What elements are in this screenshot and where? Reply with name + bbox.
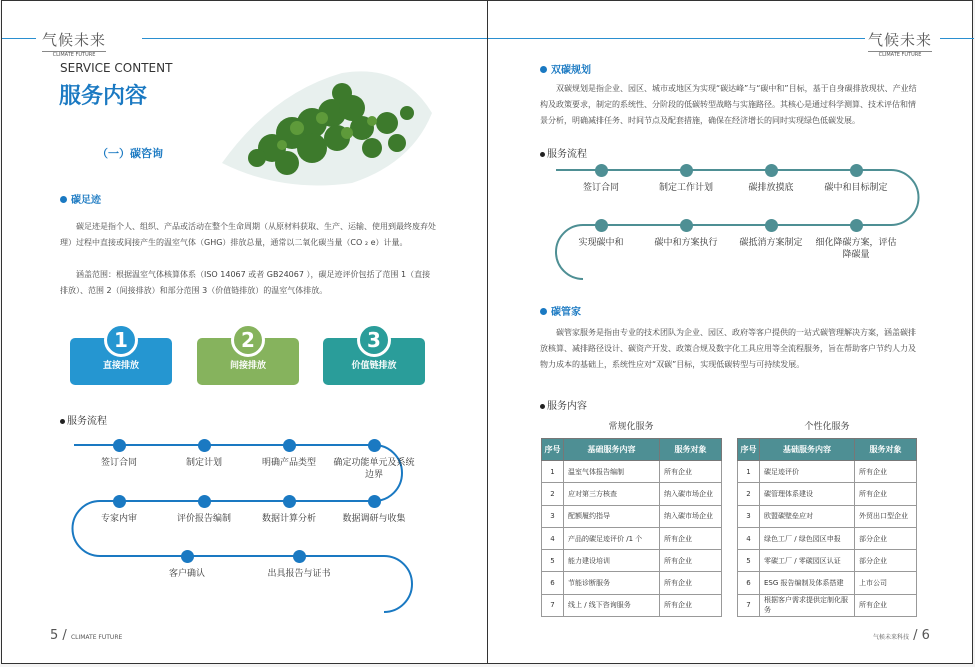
brand-logo: 气候未来 CLIMATE FUTURE [42, 31, 107, 58]
table-row [542, 572, 722, 594]
table-cell: 绿色工厂 / 绿色园区申报 [760, 527, 855, 549]
flow-step-node [198, 495, 211, 508]
footprint-paragraph-1: 碳足迹是指个人、组织、产品或活动在整个生命周期（从原材料获取、生产、运输、使用到最终废弃处理）过程中直接或间接产生的温室气体（GHG）排放总量，通常以二氧化碳当量（CO ₂ e）计量。 [60, 222, 436, 247]
table-cell: 纳入碳市场企业 [660, 505, 722, 527]
column-header: 服务对象 [855, 439, 917, 461]
column-header: 基础服务内容 [760, 439, 855, 461]
flow-step-node [765, 164, 778, 177]
table-row [738, 461, 917, 483]
table-row [542, 527, 722, 549]
header-en: SERVICE CONTENT [60, 61, 173, 75]
flow-step-node [595, 164, 608, 177]
table-cell: 所有企业 [660, 527, 722, 549]
table-cell: 2 [738, 483, 760, 505]
table-cell: 碳管理体系建设 [760, 483, 855, 505]
flow-step-label: 签订合同 [100, 458, 137, 468]
flow-step-label: 碳排放摸底 [748, 183, 794, 193]
flow-step-label: 制定计划 [185, 458, 222, 468]
table-cell: 碳足迹评价 [760, 461, 855, 483]
table-cell: 7 [542, 594, 564, 616]
flow-step-label: 碳抵消方案制定 [739, 238, 803, 248]
scope-card-3: 3 价值链排放 [323, 338, 425, 385]
table-cell: ESG 报告编制及体系搭建 [760, 572, 855, 594]
page-number: 气候未来科技 / 6 [873, 628, 930, 643]
regular-services-title: 常规化服务 [608, 422, 654, 432]
table-cell: 所有企业 [855, 483, 917, 505]
flow-step-node [283, 495, 296, 508]
flow-step-label: 细化降碳方案，评估降碳量 [815, 238, 897, 260]
flow-path [2, 1, 489, 665]
flow-step-label: 确定功能单元及系统边界 [333, 458, 415, 480]
table-row [738, 527, 917, 549]
flow-step-label: 专家内审 [100, 514, 137, 524]
subsection-title: （一）碳咨询 [97, 147, 163, 160]
scope-card-2: 2 间接排放 [197, 338, 299, 385]
table-cell: 所有企业 [855, 461, 917, 483]
custom-services-table [737, 438, 917, 617]
right-page [487, 0, 973, 664]
carbon-manager-paragraph: 碳管家服务是指由专业的技术团队为企业、园区、政府等客户提供的一站式碳管理解决方案，涵盖碳排放核算、减排路径设计、碳资产开发、政策合规及数字化工具应用等全流程服务，旨在帮助客户节约人力及物力成本的基础上，系统性应对“双碳”目标，实现低碳转型与可持续发展。 [540, 328, 916, 369]
flow-step-label: 碳中和方案执行 [654, 238, 718, 248]
footprint-title: 碳足迹 [60, 191, 101, 206]
table-row [542, 594, 722, 616]
flow-step-node [850, 164, 863, 177]
table-cell: 上市公司 [855, 572, 917, 594]
table-cell: 温室气体报告编制 [564, 461, 660, 483]
flow-step-label: 数据调研与收集 [342, 514, 406, 524]
scope-card-1: 1 直接排放 [70, 338, 172, 385]
flow-step-node [680, 219, 693, 232]
table-cell: 3 [542, 505, 564, 527]
flow-step-label: 制定工作计划 [658, 183, 713, 193]
column-header: 服务对象 [660, 439, 722, 461]
table-row [738, 550, 917, 572]
table-cell: 根据客户需求提供定制化服务 [760, 594, 855, 616]
table-cell: 4 [542, 527, 564, 549]
column-header: 序号 [738, 439, 760, 461]
table-row [738, 505, 917, 527]
flow-step-label: 明确产品类型 [261, 458, 316, 468]
table-cell: 5 [738, 550, 760, 572]
flow-title: 服务流程 [540, 145, 587, 160]
left-page [1, 0, 488, 664]
table-header [542, 439, 722, 461]
flow-step-label: 评价报告编制 [176, 514, 231, 524]
table-header [738, 439, 917, 461]
flow-step-label: 出具报告与证书 [267, 569, 331, 579]
table-cell: 节能诊断服务 [564, 572, 660, 594]
table-cell: 2 [542, 483, 564, 505]
brand-logo: 气候未来 CLIMATE FUTURE [868, 31, 933, 58]
table-cell: 线上 / 线下咨询服务 [564, 594, 660, 616]
table-cell: 4 [738, 527, 760, 549]
table-cell: 6 [542, 572, 564, 594]
table-cell: 应对第三方核查 [564, 483, 660, 505]
table-row [542, 550, 722, 572]
table-cell: 所有企业 [660, 594, 722, 616]
flow-step-label: 客户确认 [168, 569, 205, 579]
carbon-manager-title: 碳管家 [540, 303, 581, 318]
flow-step-label: 碳中和目标制定 [824, 183, 888, 193]
table-cell: 零碳工厂 / 零碳园区认证 [760, 550, 855, 572]
table-cell: 部分企业 [855, 550, 917, 572]
flow-step-node [293, 550, 306, 563]
table-cell: 部分企业 [855, 527, 917, 549]
flow-step-label: 签订合同 [582, 183, 619, 193]
dual-carbon-title: 双碳规划 [540, 61, 591, 76]
table-row [738, 483, 917, 505]
flow-step-label: 数据计算分析 [261, 514, 316, 524]
table-row [738, 572, 917, 594]
table-cell: 配额履约指导 [564, 505, 660, 527]
flow-step-node [198, 439, 211, 452]
flow-step-node [680, 164, 693, 177]
table-cell: 纳入碳市场企业 [660, 483, 722, 505]
flow-title: 服务流程 [60, 412, 107, 427]
table-cell: 所有企业 [660, 550, 722, 572]
table-cell: 1 [738, 461, 760, 483]
table-cell: 所有企业 [660, 461, 722, 483]
table-row [542, 461, 722, 483]
table-cell: 所有企业 [660, 572, 722, 594]
flow-step-node [850, 219, 863, 232]
table-cell: 6 [738, 572, 760, 594]
table-row [542, 483, 722, 505]
table-cell: 产品的碳足迹评价 /1 个 [564, 527, 660, 549]
flow-step-node [113, 439, 126, 452]
table-cell: 5 [542, 550, 564, 572]
flow-step-node [181, 550, 194, 563]
page-title: 服务内容 [59, 84, 148, 109]
table-row [738, 594, 917, 616]
page-number: 5 / CLIMATE FUTURE [50, 628, 123, 643]
flow-step-label: 实现碳中和 [578, 238, 624, 248]
services-title: 服务内容 [540, 397, 587, 412]
table-cell: 外贸出口型企业 [855, 505, 917, 527]
flow-step-node [765, 219, 778, 232]
table-cell: 能力建设培训 [564, 550, 660, 572]
table-cell: 所有企业 [855, 594, 917, 616]
table-row [542, 505, 722, 527]
custom-services-title: 个性化服务 [804, 422, 850, 432]
table-cell: 7 [738, 594, 760, 616]
table-cell: 1 [542, 461, 564, 483]
table-cell: 3 [738, 505, 760, 527]
column-header: 序号 [542, 439, 564, 461]
flow-step-node [368, 495, 381, 508]
flow-step-node [368, 439, 381, 452]
column-header: 基础服务内容 [564, 439, 660, 461]
flow-step-node [113, 495, 126, 508]
dual-carbon-paragraph: 双碳规划是指企业、园区、城市或地区为实现“碳达峰”与“碳中和”目标，基于自身碳排放现状、产业结构及政策要求，制定的系统性、分阶段的低碳转型战略与实施路径。其核心是通过科学测算、技术评估和情景分析，明确减排任务、时间节点及配套措施，确保在经济增长的同时实现绿色低碳发展。 [540, 84, 917, 125]
regular-services-table [541, 438, 722, 617]
footprint-paragraph-2: 涵盖范围：根据温室气体核算体系（ISO 14067 或者 GB24067 ），碳足迹评价包括了范围 1（直接排放）、范围 2（间接排放）和部分范围 3（价值链排放）的温室气体排放。 [60, 270, 431, 295]
table-cell: 欧盟碳壁垒应对 [760, 505, 855, 527]
flow-step-node [283, 439, 296, 452]
flow-step-node [595, 219, 608, 232]
